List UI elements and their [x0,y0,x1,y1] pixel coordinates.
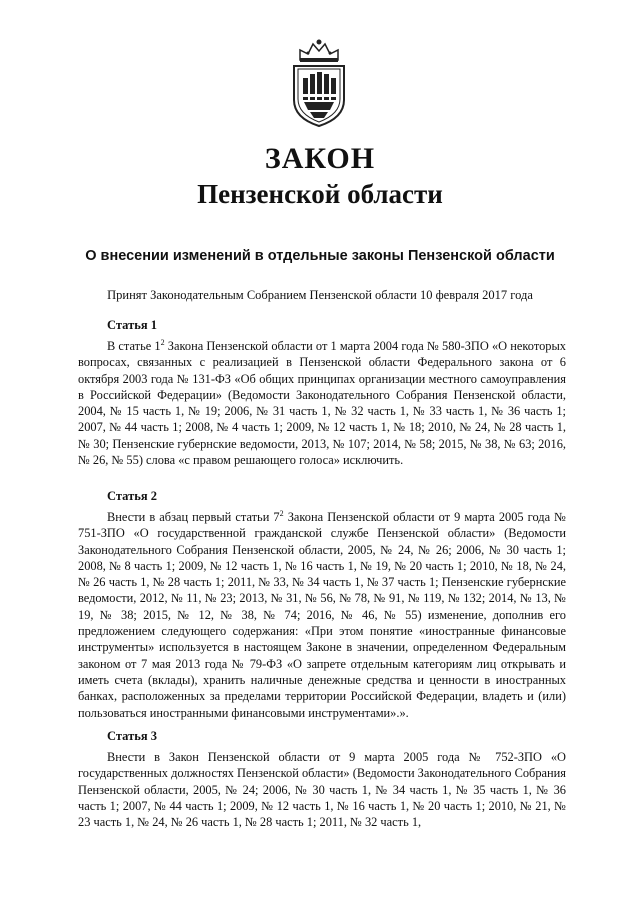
article-text: В статье $1^2$ Закона Пензенской области от 1 марта 2004 года № 580-ЗПО «О некоторых вопросах, связанных с реализацией в Пензенской области Федерального закона от 6 октября 2003 года № 131-ФЗ «Об общих принципах организации местного самоуправления в Российской Федерации» (Ведомости Законодательного Собрания Пензенской области, 2004, № 15 часть 1, № 19; 2006, № 31 часть 1, № 32 часть 1, № 33 часть 1, № 36 часть 1; 2007, № 44 часть 1; 2008, № 4 часть 1; 2009, № 12 часть 1, № 18; 2010, № 24, № 28 часть 1, № 30; Пензенские губернские ведомости, 2013, № 107; 2014, № 58; 2015, № 38, № 63; 2016, № 26, № 55) слова «с правом решающего голоса» исключить. [78,337,566,468]
coat-of-arms-icon [286,38,352,128]
article-2 [78,488,566,721]
article-heading: Статья 2 [107,489,157,503]
article-1 [78,317,566,468]
article-3 [78,728,566,830]
document-title: ЗАКОН [264,142,376,175]
article-heading: Статья 1 [107,318,157,332]
article-text: Внести в Закон Пензенской области от 9 марта 2005 года № 752-ЗПО «О государственных должностях Пензенской области» (Ведомости Законодательного Собрания Пензенской области, 2005, № 24; 2006, № 30 часть 1, № 34 часть 1, № 35 часть 1, № 36 часть 1; 2007, № 44 часть 1; 2009, № 12 часть 1, № 16 часть 1, № 20 часть 1; 2010, № 21, № 23 часть 1, № 24, № 26 часть 1, № 28 часть 1; 2011, № 32 часть 1, [78,750,566,830]
document-subtitle: Пензенской области [197,179,443,209]
article-text: Внести в абзац первый статьи $7^2$ Закона Пензенской области от 9 марта 2005 года № 751-ЗПО «О государственной гражданской службе Пензенской области» (Ведомости Законодательного Собрания Пензенской области, 2005, № 24, № 26; 2006, № 30 часть 1; 2008, № 8 часть 1; 2009, № 12 часть 1, № 16 часть 1, № 19, № 20 часть 1; 2010, № 18, № 24, № 26 часть 1, № 28 часть 1; 2011, № 33, № 34 часть 1, № 37 часть 1; Пензенские губернские ведомости, 2012, № 11, № 23; 2013, № 31, № 56, № 78, № 91, № 119, № 132; 2014, № 13, № 19, № 38; 2015, № 12, № 38, № 74; 2016, № 46, № 55) изменение, дополнив его предложением следующего содержания: «При этом понятие «иностранные финансовые инструменты» используется в настоящем Законе в значении, определенном Федеральным законом от 7 мая 2013 года № 79-ФЗ «О запрете отдельным категориям лиц открывать и иметь счета (вклады), хранить наличные денежные средства и ценности в иностранных банках, расположенных за пределами территории Российской Федерации, владеть и (или) пользоваться иностранными финансовыми инструментами».». [78,508,567,720]
article-heading: Статья 3 [107,729,157,743]
law-title: О внесении изменений в отдельные законы Пензенской области [85,248,555,264]
adoption-line: Принят Законодательным Собранием Пензенской области 10 февраля 2017 года [107,288,533,302]
